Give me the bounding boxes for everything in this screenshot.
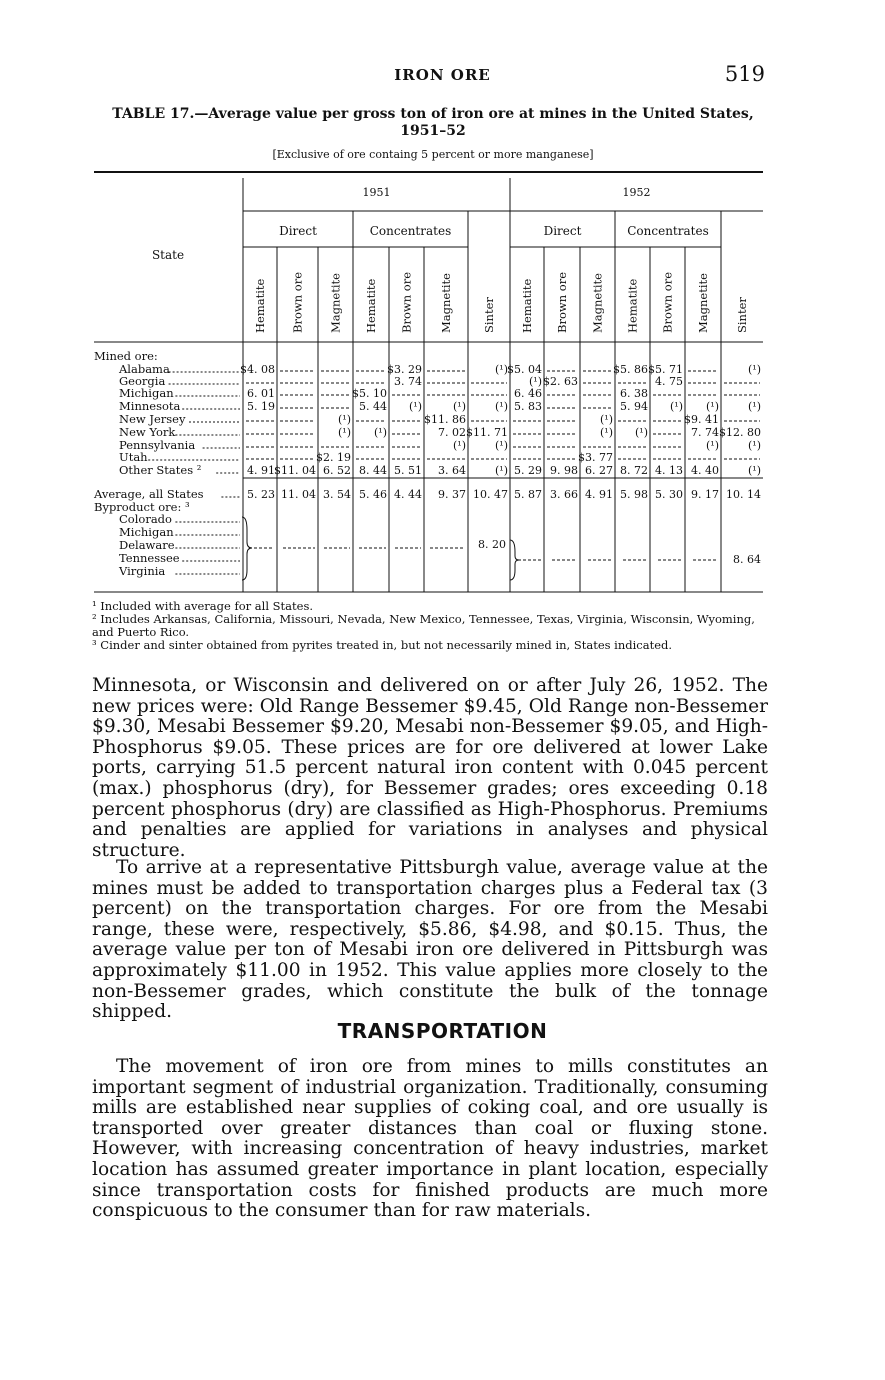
table-cell: (¹) xyxy=(453,400,466,413)
table-cell: 3. 64 xyxy=(438,464,466,477)
table-cell: 6. 01 xyxy=(247,387,275,400)
average-cell: 5. 30 xyxy=(655,488,683,501)
table-cell: $3. 77 xyxy=(578,451,613,464)
average-cell: 3. 54 xyxy=(323,488,351,501)
ore-type-header: Magnetite xyxy=(590,273,605,333)
row-label: Minnesota xyxy=(119,399,181,413)
table-cell: $2. 63 xyxy=(543,375,578,388)
table-caption-line2: 1951–52 xyxy=(400,123,466,139)
row-label: New York xyxy=(119,425,176,439)
table-cell: 3. 74 xyxy=(394,375,422,388)
table-subcaption: [Exclusive of ore containg 5 percent or more manganese] xyxy=(272,148,594,161)
ore-type-header: Brown ore xyxy=(660,271,675,333)
state-header: State xyxy=(151,248,185,262)
byproduct-sinter-cell: 8. 20 xyxy=(478,538,506,551)
table-cell: 4. 13 xyxy=(655,464,683,477)
table-cell: (¹) xyxy=(495,464,508,477)
table-cell: $2. 19 xyxy=(316,451,351,464)
year-header: 1951 xyxy=(362,186,391,199)
table-cell: 8. 44 xyxy=(359,464,387,477)
table-cell: (¹) xyxy=(706,400,719,413)
row-label: Average, all States xyxy=(94,487,204,501)
table-cell: (¹) xyxy=(748,439,761,452)
table-cell: $5. 10 xyxy=(352,387,387,400)
table-cell: (¹) xyxy=(748,400,761,413)
section-heading: TRANSPORTATION xyxy=(337,1019,548,1043)
table-caption-line1: TABLE 17.—Average value per gross ton of iron ore at mines in the United States, xyxy=(112,106,754,122)
table-cell: $11. 71 xyxy=(466,426,508,439)
table-cell: 4. 91 xyxy=(247,464,275,477)
group-header-concentrates: Concentrates xyxy=(627,224,709,238)
table-cell: $11. 86 xyxy=(424,413,466,426)
brace xyxy=(510,540,519,580)
table-cell: 5. 19 xyxy=(247,400,275,413)
row-label: Other States ² xyxy=(119,463,202,477)
table-cell: (¹) xyxy=(453,439,466,452)
average-cell: 5. 23 xyxy=(247,488,275,501)
ore-type-header: Hematite xyxy=(364,278,378,333)
group-header-concentrates: Concentrates xyxy=(369,224,452,238)
table-cell: $5. 86 xyxy=(613,363,648,376)
row-label: Virginia xyxy=(119,564,166,578)
table-cell: 4. 75 xyxy=(655,375,683,388)
section-label: Byproduct ore: ³ xyxy=(94,500,190,514)
row-label: Colorado xyxy=(119,512,172,526)
ore-type-header: Magnetite xyxy=(696,273,710,333)
table-cell: 5. 29 xyxy=(514,464,542,477)
ore-type-header: Brown ore xyxy=(399,271,414,333)
table-cell: 5. 83 xyxy=(514,400,542,413)
table-cell: (¹) xyxy=(529,375,542,388)
data-table xyxy=(0,0,885,620)
average-cell: 9. 17 xyxy=(691,488,719,501)
table-cell: (¹) xyxy=(600,426,613,439)
table-cell: (¹) xyxy=(670,400,683,413)
table-cell: 5. 51 xyxy=(394,464,422,477)
body-paragraph: The movement of iron ore from mines to mills constitutes an important segment of industrial organization. Traditionally, consuming mills are established near supplies of coking coal, and ore usually is transported over greater distances than coal or fluxing stone. However, with increasing concentration of heavy industries, market location has assumed greater importance in plant location, especially since transportation costs for finished products are much more conspicuous to the consumer than for raw materials. xyxy=(92,1056,768,1222)
sinter-header: Sinter xyxy=(735,297,749,333)
table-cell: (¹) xyxy=(748,363,761,376)
table-cell: (¹) xyxy=(635,426,648,439)
table-cell: $5. 04 xyxy=(507,363,542,376)
table-cell: (¹) xyxy=(748,464,761,477)
ore-type-header: Magnetite xyxy=(439,273,453,333)
row-label: Delaware xyxy=(119,538,175,552)
table-cell: (¹) xyxy=(706,439,719,452)
ore-type-header: Magnetite xyxy=(328,273,343,333)
section-label: Mined ore: xyxy=(94,349,158,363)
average-cell: 5. 46 xyxy=(359,488,387,501)
average-cell: 5. 98 xyxy=(620,488,648,501)
table-cell: (¹) xyxy=(374,426,387,439)
table-cell: 5. 44 xyxy=(359,400,387,413)
average-cell: 5. 87 xyxy=(514,488,542,501)
row-label: Georgia xyxy=(119,374,166,388)
sinter-header: Sinter xyxy=(482,297,496,333)
table-cell: (¹) xyxy=(338,426,351,439)
table-cell: 4. 40 xyxy=(691,464,719,477)
row-label: Utah xyxy=(119,450,148,464)
footnote-3: ³ Cinder and sinter obtained from pyrites treated in, but not necessarily mined in, States indicated. xyxy=(92,638,673,652)
page-number: 519 xyxy=(724,62,765,86)
table-cell: 5. 94 xyxy=(620,400,648,413)
ore-type-header: Hematite xyxy=(625,278,640,333)
body-paragraph: Minnesota, or Wisconsin and delivered on or after July 26, 1952. The new prices were: Old Range Bessemer $9.45, Old Range non-Bessemer $9.30, Mesabi Bessemer $9.20, Mesabi non-Bessemer $9.05, and High-Phosphorus $9.05. These prices are for ore delivered at lower Lake ports, carrying 51.5 percent natural iron content with 0.045 percent (max.) phosphorus (dry), for Bessemer grades; ores exceeding 0.18 percent phosphorus (dry) are classified as High-Phosphorus. Premiums and penalties are applied for variations in analyses and physical structure. xyxy=(92,675,768,861)
average-cell: 4. 44 xyxy=(394,488,422,501)
table-cell: 8. 72 xyxy=(620,464,648,477)
table-cell: $11. 04 xyxy=(274,464,316,477)
row-label: Michigan xyxy=(119,386,174,400)
ore-type-header: Brown ore xyxy=(555,271,569,333)
ore-type-header: Brown ore xyxy=(290,271,305,333)
row-label: Michigan xyxy=(119,525,174,539)
table-cell: 6. 38 xyxy=(620,387,648,400)
table-cell: 6. 52 xyxy=(323,464,351,477)
table-cell: (¹) xyxy=(495,439,508,452)
table-cell: $9. 41 xyxy=(684,413,719,426)
average-cell: 4. 91 xyxy=(585,488,613,501)
table-cell: (¹) xyxy=(409,400,422,413)
row-label: New Jersey xyxy=(119,412,186,426)
table-cell: $12. 80 xyxy=(719,426,761,439)
average-cell: 11. 04 xyxy=(281,488,316,501)
table-cell: 7. 74 xyxy=(691,426,719,439)
ore-type-header: Hematite xyxy=(253,278,267,333)
body-paragraph: To arrive at a representative Pittsburgh value, average value at the mines must be added to transportation charges plus a Federal tax (3 percent) on the transportation charges. For ore from the Mesabi range, these were, respectively, $5.86, $4.98, and $0.15. Thus, the average value per ton of Mesabi iron ore delivered in Pittsburgh was approximately $11.00 in 1952. This value applies more closely to the non-Bessemer grades, which constitute the bulk of the tonnage shipped. xyxy=(92,857,768,1023)
year-header: 1952 xyxy=(622,186,651,199)
group-header-direct: Direct xyxy=(543,224,582,238)
table-cell: 9. 98 xyxy=(550,464,578,477)
average-cell: 9. 37 xyxy=(438,488,466,501)
table-cell: (¹) xyxy=(338,413,351,426)
group-header-direct: Direct xyxy=(279,224,317,238)
table-cell: $4. 08 xyxy=(240,363,275,376)
table-cell: 6. 27 xyxy=(585,464,613,477)
ore-type-header: Hematite xyxy=(520,278,534,333)
table-cell: (¹) xyxy=(600,413,613,426)
table-cell: $3. 29 xyxy=(387,363,422,376)
row-label: Alabama xyxy=(119,362,170,376)
running-header: IRON ORE xyxy=(394,66,491,84)
table-cell: (¹) xyxy=(495,363,508,376)
footnote-2: ² Includes Arkansas, California, Missouri, Nevada, New Mexico, Tennessee, Texas, Virginia, Wisconsin, Wyoming, and Puerto Rico. xyxy=(92,612,755,639)
table-cell: (¹) xyxy=(495,400,508,413)
table-cell: 7. 02 xyxy=(438,426,466,439)
byproduct-sinter-cell: 8. 64 xyxy=(733,553,761,566)
footnote-1: ¹ Included with average for all States. xyxy=(92,599,314,613)
table-cell: $5. 71 xyxy=(648,363,683,376)
average-cell: 10. 47 xyxy=(473,488,508,501)
average-cell: 10. 14 xyxy=(726,488,761,501)
row-label: Tennessee xyxy=(119,551,180,565)
average-cell: 3. 66 xyxy=(550,488,578,501)
row-label: Pennsylvania xyxy=(119,438,196,452)
table-cell: 6. 46 xyxy=(514,387,542,400)
